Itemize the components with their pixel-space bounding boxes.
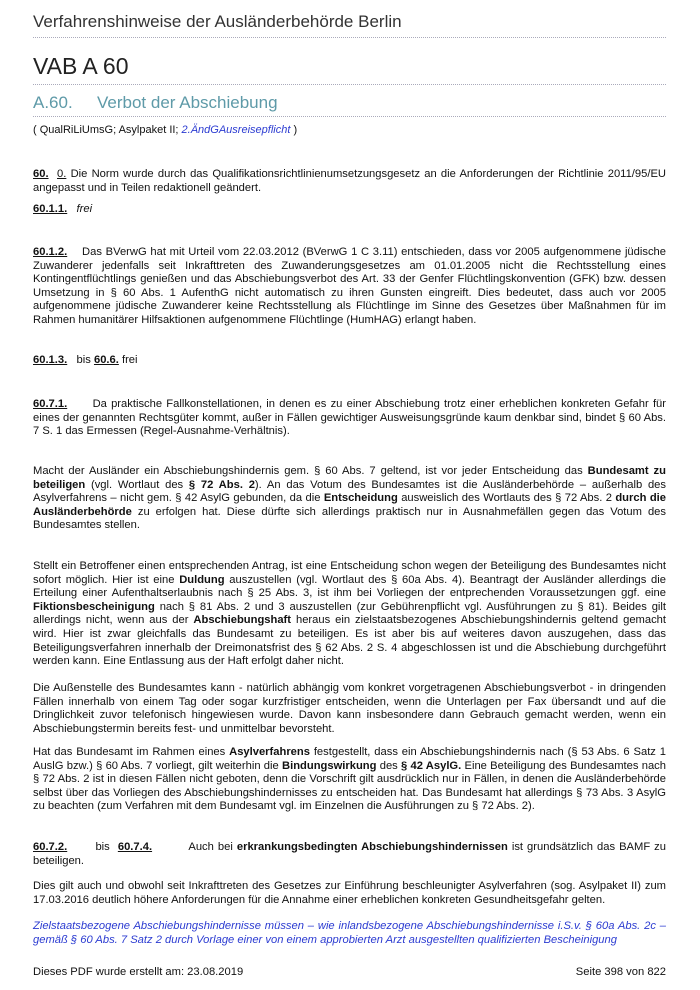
paragraph-aussenstelle: Die Außenstelle des Bundesamtes kann - natürlich abhängig vom konkret vorgetragenen Abschiebungsverbot - in dringenden Fällen innerhalb von einem Tag oder sogar kurzfristiger entscheiden, wenn die Unterlagen per Fax übersandt und auf die Dringlichkeit zuvor telefonisch hingewiesen wurde. Davon kann insbesondere dann Gebrauch gemacht werden, wenn ein Abschiebungstermin bereits fest- und unmittelbar bevorsteht.	[33, 682, 666, 735]
document-title: VAB A 60	[33, 53, 129, 79]
paragraph-label: 60.7.1.	[33, 398, 68, 410]
paragraph-60: 60. 0. Die Norm wurde durch das Qualifikationsrichtlinienumsetzungsgesetz an die Anforderungen der Richtlinie 2011/95/EU angepasst und in Teilen redaktionell geändert.	[33, 168, 666, 194]
title-divider	[33, 84, 666, 85]
paragraph-sublabel: 0.	[57, 168, 67, 180]
paragraph-60-1-2: 60.1.2. Das BVerwG hat mit Urteil vom 22.03.2012 (BVerwG 1 C 3.11) entschieden, dass vor 2005 aufgenommene jüdische Zuwanderer jedenfalls seit Inkrafttreten des Zuwanderungsgesetzes am 01.01.2005 nicht die Rechtsstellung eines Kontingentflüchtlings genießen und das Abschiebungsverbot des Art. 33 der Genfer Flüchtlingskonvention (GFK) bzw. dessen Umsetzung in § 60 Abs. 1 AufenthG nicht automatisch zu ihren Gunsten eingreift. Dies bedeutet, dass auch vor 2005 aufgenommene jüdische Zuwanderer keine Rechtsstellung als Flüchtlinge im Sinne des Gesetzes über Maßnahmen für im Rahmen humanitärer Hilfsaktionen aufgenommene Flüchtlinge (HumHAG) erlangt haben.	[33, 246, 666, 326]
created-date: Dieses PDF wurde erstellt am: 23.08.2019	[33, 966, 244, 978]
page-number: Seite 398 von 822	[575, 966, 666, 978]
paragraph-label: 60.7.2.	[33, 841, 68, 853]
section-title: Verbot der Abschiebung	[97, 93, 278, 112]
paragraph-label: 60.1.1.	[33, 203, 68, 215]
paragraph-label: 60.1.3.	[33, 354, 68, 366]
header-divider	[33, 37, 666, 38]
paragraph-macht: Macht der Ausländer ein Abschiebungshindernis gem. § 60 Abs. 7 geltend, ist vor jeder Entscheidung das Bundesamt zu beteiligen (vgl. Wortlaut des § 72 Abs. 2). An das Votum des Bundesamtes ist die Ausländerbehörde – außerhalb des Asylverfahrens – nicht gem. § 42 AsylG gebunden, da die Entscheidung ausweislich des Wortlauts des § 72 Abs. 2 durch die Ausländerbehörde zu erfolgen hat. Diese dürfte sich allerdings praktisch nur in Ausnahmefällen gegen das Votum des Bundesamtes stellen.	[33, 465, 666, 532]
reference-link[interactable]: 2.ÄndGAusreisepflicht	[181, 124, 291, 136]
paragraph-60-7-1: 60.7.1. Da praktische Fallkonstellationen, in denen es zu einer Abschiebung trotz einer erheblichen konkreten Gefahr für eines der genannten Rechtsgüter kommt, außer in Fällen gewichtiger Ausweisungsgründe kaum denkbar sind, bindet § 60 Abs. 7 S. 1 das Ermessen (Regel-Ausnahme-Verhältnis).	[33, 398, 666, 438]
paragraph-label: 60.6.	[93, 354, 119, 366]
paragraph-hat: Hat das Bundesamt im Rahmen eines Asylverfahrens festgestellt, dass ein Abschiebungshindernis nach (§ 53 Abs. 6 Satz 1 AuslG bzw.) § 60 Abs. 7 vorliegt, gilt weiterhin die Bindungswirkung des § 42 AsylG. Eine Beteiligung des Bundesamtes nach § 72 Abs. 2 ist in diesen Fällen nicht geboten, denn die Vorschrift gilt ausdrücklich nur in Fällen, in denen die Ausländerbehörde selbst über das Vorliegen des Abschiebungshindernisses zu entscheiden hat. Das Bundesamt hat allerdings § 73 Abs. 3 AsylG zu beachten (zum Verfahren mit dem Bundesamt vgl. im Einzelnen die Ausführungen zu § 72 Abs. 2).	[33, 746, 666, 813]
running-header: Verfahrenshinweise der Ausländerbehörde Berlin	[33, 12, 402, 31]
paragraph-stellt: Stellt ein Betroffener einen entsprechenden Antrag, ist eine Entscheidung schon wegen der Beteiligung des Bundesamtes nicht sofort möglich. Hier ist eine Duldung auszustellen (vgl. Wortlaut des § 60a Abs. 4). Beantragt der Ausländer allerdings die Erteilung einer Aufenthaltserlaubnis nach § 25 Abs. 3, ist ihm bei Vorliegen der entprechenden Voraussetzungen ggf. eine Fiktionsbescheinigung nach § 81 Abs. 2 und 3 auszustellen (zur Gebührenpflicht vgl. Ausführungen zu § 81). Beides gilt allerdings nicht, wenn aus der Abschiebungshaft heraus ein zielstaatsbezogenes Abschiebungshindernis geltend gemacht wird. Hier ist zwar gleichfalls das Bundesamt zu beteiligen. Es ist aber bis auf weiteres davon auszugehen, dass das Beteiligungsverfahren innerhalb der Dreimonatsfrist des § 62 Abs. 2 S. 4 abgeschlossen ist und die Abschiebung durchgeführt werden kann. Eine Entlassung aus der Haft erfolgt daher nicht.	[33, 560, 667, 668]
section-divider	[33, 116, 666, 117]
paragraph-label: 60.1.2.	[33, 246, 68, 258]
section-heading	[33, 93, 278, 113]
paragraph-zielstaat: Zielstaatsbezogene Abschiebungshindernisse müssen – wie inlandsbezogene Abschiebungshindernisse i.S.v. § 60a Abs. 2c – gemäß § 60 Abs. 7 Satz 2 durch Vorlage einer von einem approbierten Arzt ausgestellten qualifizierten Bescheinigung	[33, 920, 666, 946]
section-number: A.60.	[33, 93, 73, 112]
paragraph-60-1-1: 60.1.1. frei	[33, 203, 93, 215]
paragraph-label: 60.7.4.	[117, 841, 153, 853]
paragraph-60-1-3: 60.1.3. bis 60.6. frei	[33, 354, 138, 366]
paragraph-dies: Dies gilt auch und obwohl seit Inkrafttreten des Gesetzes zur Einführung beschleunigter Asylverfahren (sog. Asylpaket II) zum 17.03.2016 deutlich höhere Anforderungen für die Annahme einer erheblichen konkreten Gesundheitsgefahr gelten.	[33, 880, 666, 906]
paragraph-label: 60.	[33, 168, 49, 180]
legal-references: ( QualRiLiUmsG; Asylpaket II; 2.ÄndGAusreisepflicht )	[33, 124, 298, 136]
paragraph-60-7-2: 60.7.2. bis 60.7.4. Auch bei erkrankungsbedingten Abschiebungshindernissen ist grundsätzlich das BAMF zu beteiligen.	[33, 841, 666, 867]
page-footer	[33, 966, 666, 978]
